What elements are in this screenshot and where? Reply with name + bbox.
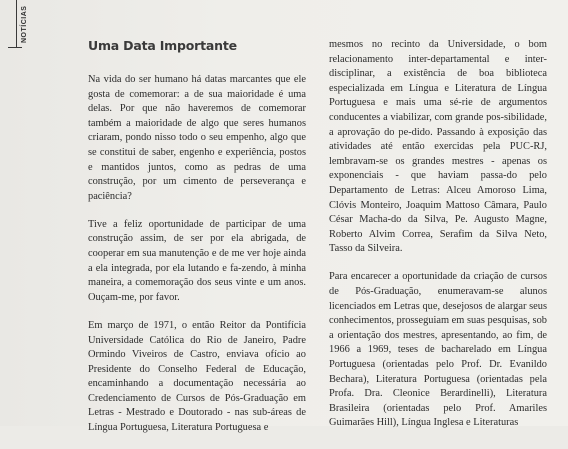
section-label: NOTÍCIAS: [21, 5, 28, 43]
left-column: [88, 73, 306, 449]
right-column: [329, 38, 547, 444]
paragraph: Em março de 1971, o então Reitor da Pontifícia Universidade Católica do Rio de Janeiro, Padre Ormindo Viveiros de Castro, enviava ofício ao Presidente do Conselho Federal de Educação, encaminhando a documentação necessária ao Credenciamento de Cursos de Pós-Graduação em Letras - Mestrado e Doutorado - nas sub-áreas de Língua Portuguesa, Literatura Portuguesa e: [88, 319, 306, 434]
paragraph: Na vida do ser humano há datas marcantes que ele gosta de comemorar: a de sua maioridade é uma delas. Por que não haveremos de comemorar também a maioridade de algo que seres humanos criaram, pondo nisso todo o seu empenho, algo que se constitui de saber, engenho e experiência, postos e mantidos juntos, como as pedras de uma construção, por um cimento de perseverança e paciência?: [88, 74, 306, 202]
margin-rule-vertical: [16, 0, 17, 48]
margin-rule-tick: [8, 47, 22, 48]
paragraph: Para encarecer a oportunidade da criação de cursos de Pós-Graduação, enumeravam-se alunos licenciados em Letras que, desejosos de alargar seus conhecimentos, prosseguiam em suas pesquisas, sob a orientação dos mestres, apresentando, ao fim, de 1966 a 1969, teses de bacharelado em Língua Portuguesa (orientadas pelo Prof. Dr. Evanildo Bechara), Literatura Portuguesa (orientadas pela Profa. Dra. Cleonice Berardinelli), Literatura Brasileira (orientadas pelo Prof. Amariles Guimarães Hill), Língua Inglesa e Literaturas: [329, 271, 547, 429]
paragraph: Tive a feliz oportunidade de participar de uma construção assim, de ser por ela abrigada, de cooperar em sua manutenção e de me ver hoje ainda a ela integrada, por ela lutando e fa-zendo, à minha maneira, a comemoração dos seus vinte e um anos. Ouçam-me, por favor.: [88, 218, 306, 303]
paragraph: mesmos no recinto da Universidade, o bom relacionamento inter-departamental e inter-disciplinar, a existência de boa biblioteca especializada em Língua e Literatura de Língua Portuguesa e mais uma sé-rie de argumentos conducentes a viabilizar, com grande pos-sibilidade, a aprovação do pe-dido. Passando à exposição das atividades até então exercidas pela PUC-RJ, lembravam-se os grandes mestres - apenas os exponenciais - que haviam passa-do pelo Departamento de Letras: Alceu Amoroso Lima, Clóvis Monteiro, Joaquim Mattoso Câmara, Paulo César Macha-do da Silva, Pe. Augusto Magne, Roberto Alvim Correa, Serafim da Silva Neto, Tasso da Silveira.: [329, 39, 547, 255]
article-title: Uma Data Importante: [88, 38, 237, 53]
